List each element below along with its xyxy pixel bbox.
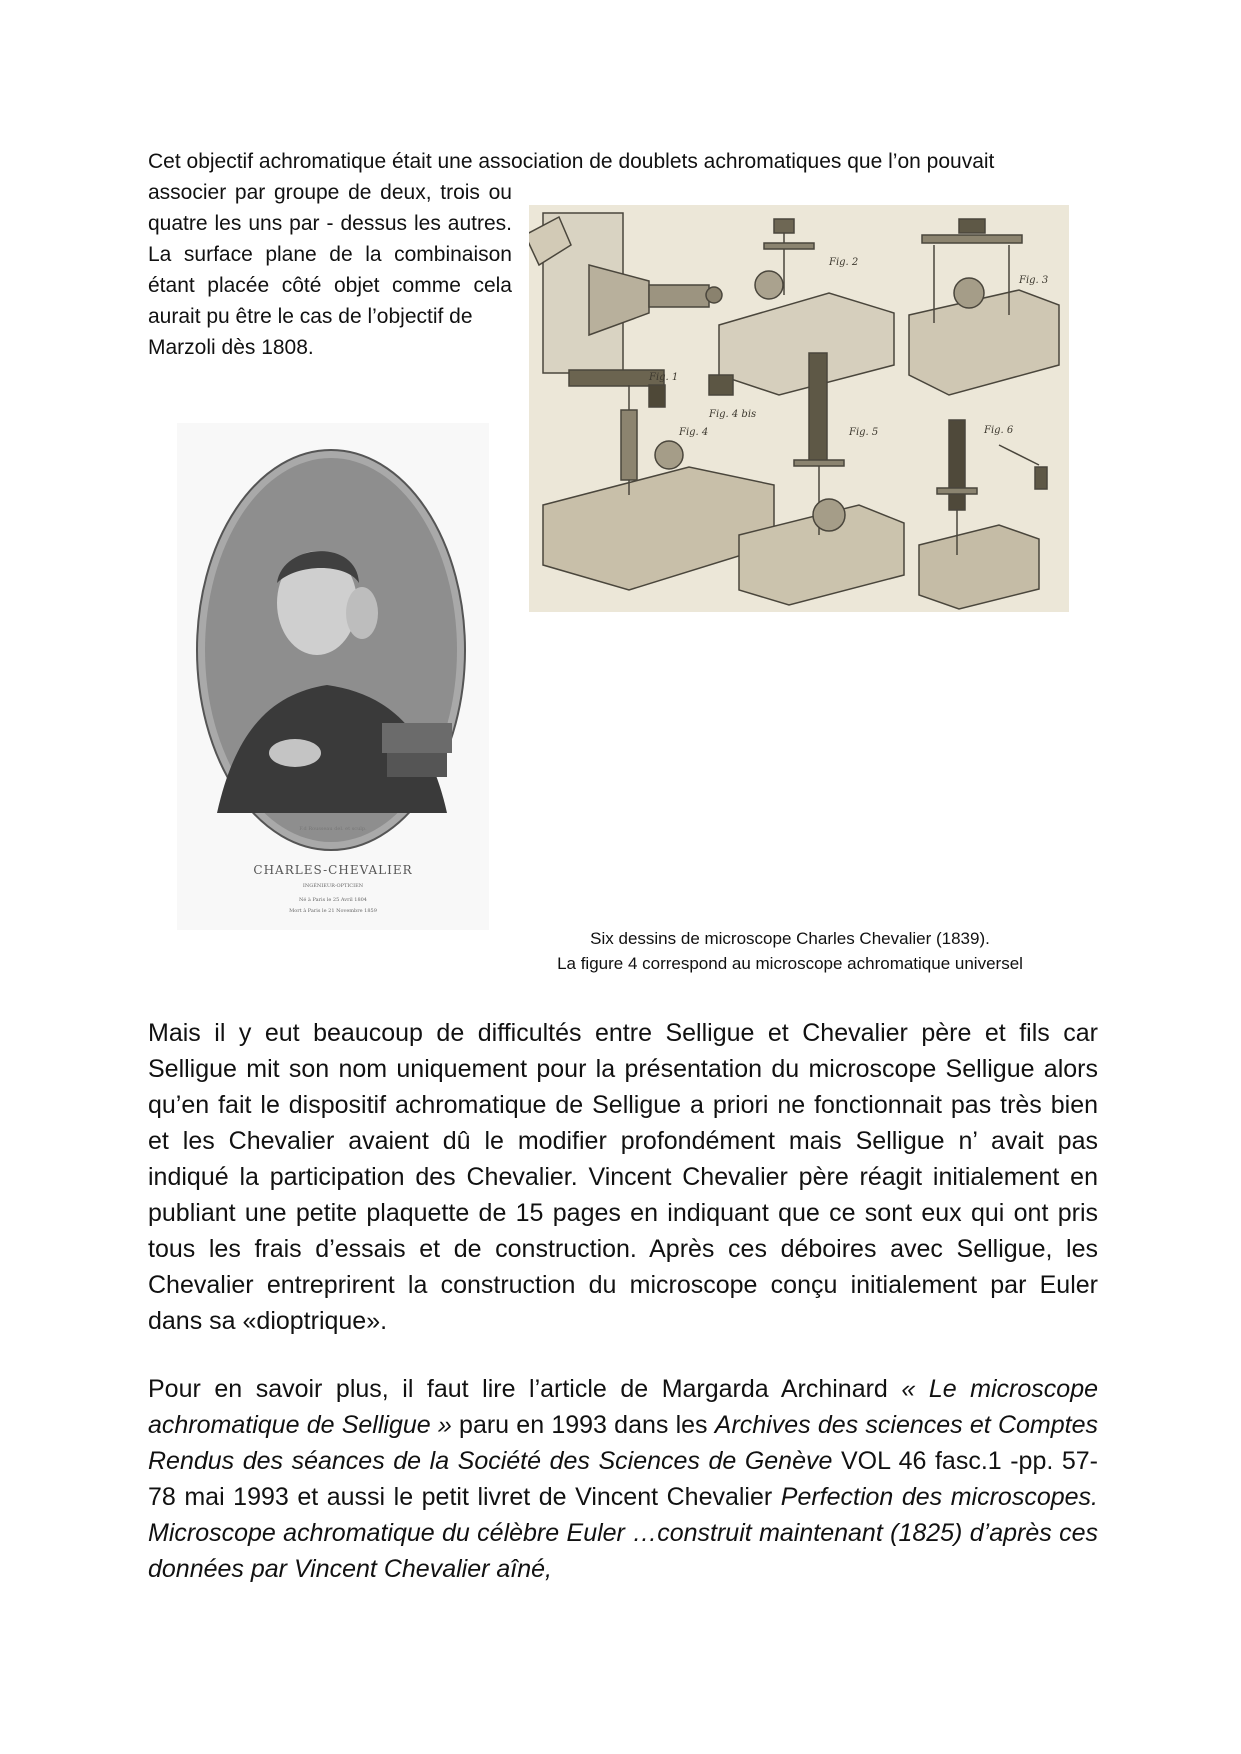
engraving-label-6: Fig. 6 — [984, 425, 1014, 436]
engraving-label-5: Fig. 5 — [849, 427, 879, 438]
portrait-engraver: F.d Rousseau del. et sculp. — [299, 826, 367, 832]
further-reading-text-1: Pour en savoir plus, il faut lire l’article de Margarda Archinard — [148, 1375, 902, 1403]
further-reading-text-3: VOL 46 fasc.1 -pp. 57-78 mai 1993 et aussi le petit livret de Vincent Chevalier — [148, 1447, 1098, 1511]
intro-wrapped-text — [148, 177, 512, 363]
article-title: « Le microscope achromatique de Selligue » — [148, 1375, 1098, 1439]
intro-first-line: Cet objectif achromatique était une association de doublets achromatiques que l’on pouvait — [148, 150, 995, 173]
portrait-subtitle: INGÉNIEUR-OPTICIEN — [302, 883, 364, 889]
further-reading-text-2: paru en 1993 dans les — [451, 1411, 715, 1439]
portrait-died: Mort à Paris le 21 Novembre 1859 — [289, 908, 377, 914]
engraving-label-1: Fig. 1 — [649, 372, 679, 383]
engraving-label-4bis: Fig. 4 bis — [709, 409, 757, 420]
engraving-label-2: Fig. 2 — [829, 257, 859, 268]
figure-caption-line-2: La figure 4 correspond au microscope achromatique universel — [557, 954, 1023, 973]
microscope-engraving-figure — [529, 205, 1069, 612]
portrait-illustration — [177, 423, 489, 930]
paragraph-selligue-dispute: Mais il y eut beaucoup de difficultés entre Selligue et Chevalier père et fils car Selligue mit son nom uniquement pour la présentation du microscope Selligue alors qu’en fait le dispositif achromatique de Selligue a priori ne fonctionnait pas très bien et les Chevalier avaient dû le modifier profondément mais Selligue n’ avait pas indiqué la participation des Chevalier. Vincent Chevalier père réagit initialement en publiant une petite plaquette de 15 pages en indiquant que ce sont eux qui ont pris tous les frais d’essais et de construction. Après ces déboires avec Selligue, les Chevalier entreprirent la construction du microscope conçu initialement par Euler dans sa «dioptrique». — [148, 1019, 1098, 1335]
intro-wrapped-last: Marzoli dès 1808. — [148, 336, 314, 359]
charles-chevalier-portrait — [177, 423, 489, 930]
paragraph-further-reading — [148, 1371, 1098, 1587]
booklet-title: Perfection des microscopes. Microscope achromatique du célèbre Euler …construit maintenant (1825) d’après ces données par Vincent Chevalier aîné, — [148, 1483, 1098, 1583]
figure-caption-line-1: Six dessins de microscope Charles Chevalier (1839). — [590, 929, 990, 948]
portrait-born: Né à Paris le 25 Avril 1804 — [299, 897, 367, 903]
microscope-engraving-illustration — [529, 205, 1069, 612]
intro-wrapped-body: associer par groupe de deux, trois ou quatre les uns par - dessus les autres. La surface plane de la combinaison étant placée côté objet comme cela aurait pu être le cas de l’objectif de — [148, 181, 512, 328]
engraving-label-3: Fig. 3 — [1019, 275, 1049, 286]
journal-title: Archives des sciences et Comptes Rendus des séances de la Société des Sciences de Genève — [148, 1411, 1098, 1475]
engraving-label-4: Fig. 4 — [679, 427, 709, 438]
portrait-name: CHARLES-CHEVALIER — [253, 863, 413, 877]
